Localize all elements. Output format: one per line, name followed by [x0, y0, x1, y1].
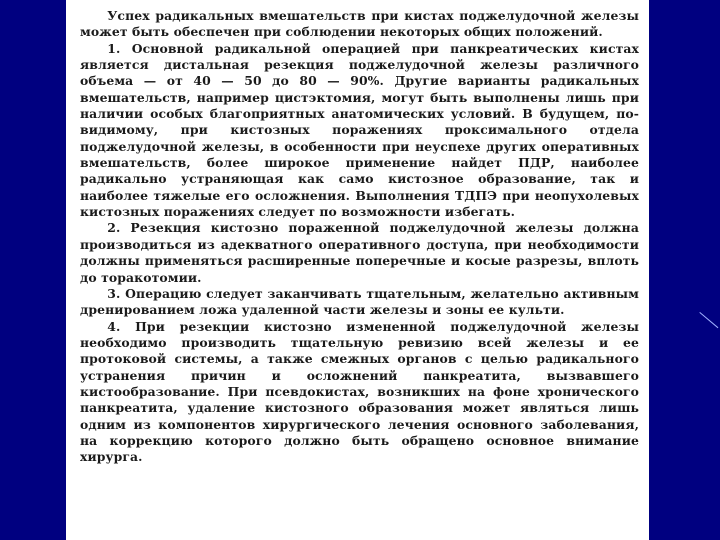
document-text — [80, 8, 639, 466]
paragraph-item-2: 2. Резекция кистозно пораженной поджелудочной железы должна производиться из адекватного оперативного доступа, при необходимости должны применяться расширенные поперечные и косые разрезы, вплоть до торакотомии. — [80, 220, 639, 285]
paragraph-item-4: 4. При резекции кистозно измененной поджелудочной железы необходимо производить тщательную ревизию всей железы и ее протоковой системы, а также смежных органов с целью радикального устранения причин и осложнений панкреатита, вызвавшего кистообразование. При псевдокистах, возникших на фоне хронического панкреатита, удаление кистозного образования может являться лишь одним из компонентов хирургического лечения основного заболевания, на коррекцию которого должно быть обращено основное внимание хирурга. — [80, 318, 639, 465]
paragraph-intro: Успех радикальных вмешательств при кистах поджелудочной железы может быть обеспечен при соблюдении некоторых общих положений. — [80, 8, 639, 40]
scanned-page — [66, 0, 649, 540]
paragraph-item-1: 1. Основной радикальной операцией при панкреатических кистах является дистальная резекция поджелудочной железы различного объема — от 40 — 50 до 80 — 90%. Другие варианты радикальных вмешательств, например цистэктомия, могут быть выполнены лишь при наличии особых благоприятных анатомических условий. В будущем, по-видимому, при кистозных поражениях проксимального отдела поджелудочной железы, в особенности при неуспехе других оперативных вмешательств, более широкое применение найдет ПДР, наиболее радикально устраняющая как само кистозное образование, так и наиболее тяжелые его осложнения. Выполнения ТДПЭ при неопухолевых кистозных поражениях следует по возможности избегать. — [80, 40, 639, 220]
decorative-line — [699, 312, 718, 328]
paragraph-item-3: 3. Операцию следует заканчивать тщательным, желательно активным дренированием ложа удаленной части железы и зоны ее культи. — [80, 285, 639, 318]
